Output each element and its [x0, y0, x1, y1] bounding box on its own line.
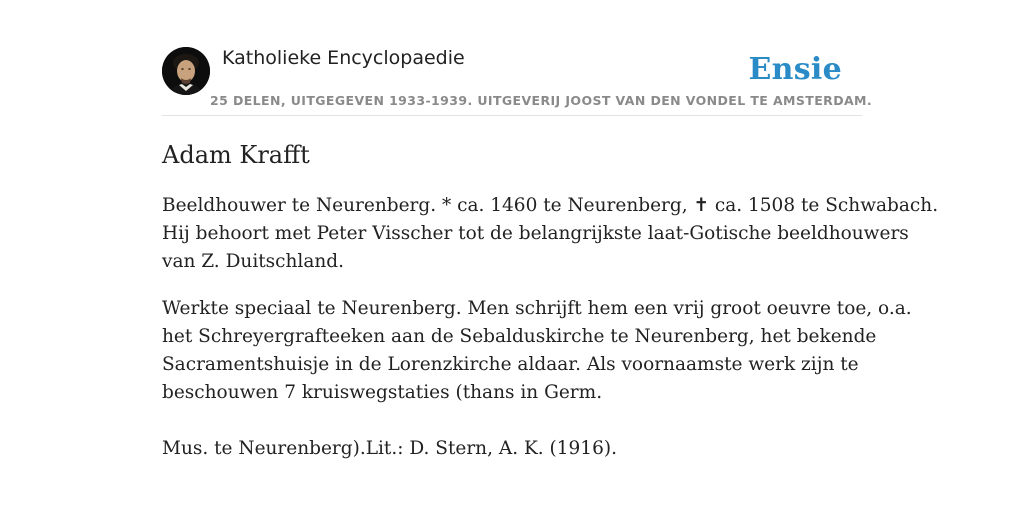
paragraph-line: Hij behoort met Peter Visscher tot de belangrijkste laat-Gotische beeldhouwers [162, 223, 909, 244]
article-title: Adam Krafft [162, 141, 310, 169]
article-paragraph [162, 435, 874, 463]
paragraph-line: Werkte speciaal te Neurenberg. Men schrijft hem een vrij groot oeuvre toe, o.a. [162, 298, 912, 319]
avatar[interactable] [162, 47, 210, 95]
header-divider [162, 115, 862, 116]
paragraph-line: Mus. te Neurenberg).Lit.: D. Stern, A. K. (1916). [162, 438, 617, 459]
article-paragraph [162, 295, 912, 407]
source-title[interactable]: Katholieke Encyclopaedie [222, 47, 465, 69]
portrait-icon [162, 47, 210, 95]
paragraph-line: beschouwen 7 kruiswegstaties (thans in Germ. [162, 382, 603, 403]
paragraph-line: van Z. Duitschland. [162, 251, 345, 272]
brand-logo[interactable]: Ensie [748, 52, 842, 87]
paragraph-line: Beeldhouwer te Neurenberg. * ca. 1460 te Neurenberg, ✝ ca. 1508 te Schwabach. [162, 195, 939, 216]
paragraph-line: Sacramentshuisje in de Lorenzkirche aldaar. Als voornaamste werk zijn te [162, 354, 859, 375]
paragraph-line: het Schreyergrafteeken aan de Sebalduskirche te Neurenberg, het bekende [162, 326, 877, 347]
article-paragraph [162, 192, 939, 276]
source-meta: 25 DELEN, UITGEGEVEN 1933-1939. UITGEVERIJ JOOST VAN DEN VONDEL TE AMSTERDAM. [210, 93, 873, 108]
